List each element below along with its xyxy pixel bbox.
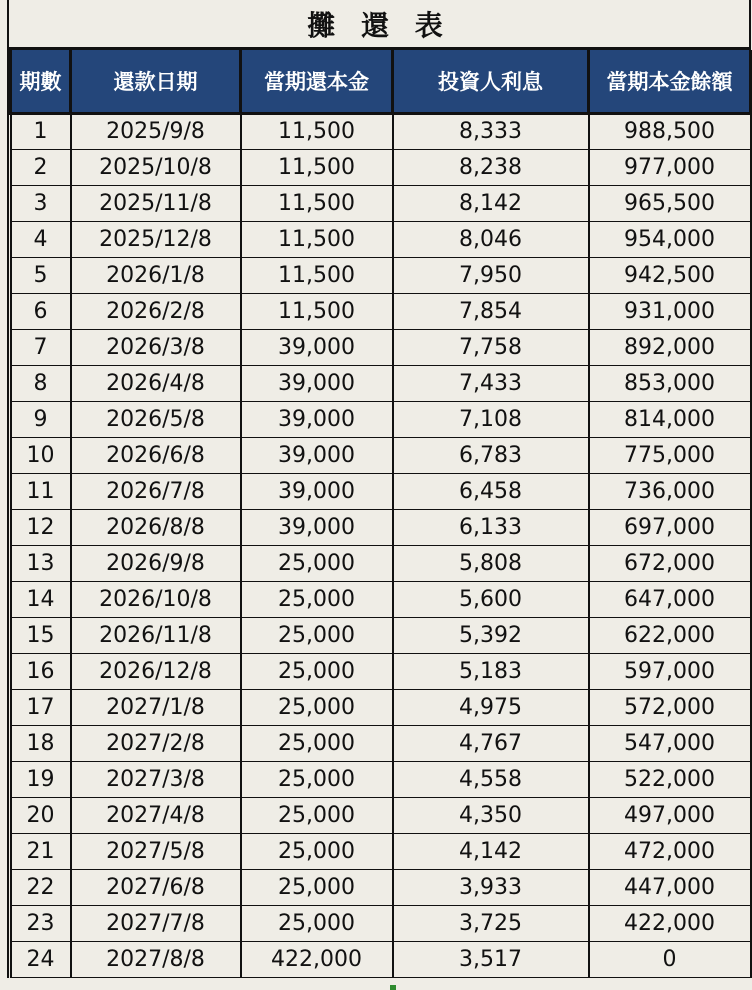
cell-repayment-date: 2027/4/8 bbox=[71, 797, 241, 833]
cell-repayment-date: 2026/2/8 bbox=[71, 293, 241, 329]
table-row bbox=[11, 185, 751, 221]
cell-principal-balance: 697,000 bbox=[589, 509, 751, 545]
cell-investor-interest: 3,933 bbox=[393, 869, 589, 905]
cell-principal-balance: 572,000 bbox=[589, 689, 751, 725]
cell-period: 24 bbox=[11, 941, 71, 977]
cell-repayment-date: 2026/6/8 bbox=[71, 437, 241, 473]
column-header-period: 期數 bbox=[11, 50, 71, 113]
cell-principal-repaid: 25,000 bbox=[241, 653, 393, 689]
cell-principal-balance: 965,500 bbox=[589, 185, 751, 221]
cell-principal-balance: 954,000 bbox=[589, 221, 751, 257]
next-row-edge bbox=[7, 982, 751, 990]
cell-principal-repaid: 11,500 bbox=[241, 221, 393, 257]
cell-period: 19 bbox=[11, 761, 71, 797]
cell-period: 4 bbox=[11, 221, 71, 257]
cell-investor-interest: 7,108 bbox=[393, 401, 589, 437]
cell-repayment-date: 2027/1/8 bbox=[71, 689, 241, 725]
cell-principal-repaid: 39,000 bbox=[241, 437, 393, 473]
table-row bbox=[11, 797, 751, 833]
cell-period: 1 bbox=[11, 113, 71, 149]
cell-investor-interest: 7,433 bbox=[393, 365, 589, 401]
cell-period: 3 bbox=[11, 185, 71, 221]
cell-period: 21 bbox=[11, 833, 71, 869]
cell-period: 15 bbox=[11, 617, 71, 653]
cell-repayment-date: 2026/10/8 bbox=[71, 581, 241, 617]
cell-period: 9 bbox=[11, 401, 71, 437]
cell-principal-repaid: 25,000 bbox=[241, 761, 393, 797]
table-row bbox=[11, 509, 751, 545]
cell-investor-interest: 6,458 bbox=[393, 473, 589, 509]
cell-repayment-date: 2027/5/8 bbox=[71, 833, 241, 869]
cell-principal-balance: 775,000 bbox=[589, 437, 751, 473]
cell-repayment-date: 2026/9/8 bbox=[71, 545, 241, 581]
cell-period: 16 bbox=[11, 653, 71, 689]
cell-period: 7 bbox=[11, 329, 71, 365]
cell-principal-repaid: 11,500 bbox=[241, 149, 393, 185]
table-row bbox=[11, 905, 751, 941]
cell-principal-balance: 547,000 bbox=[589, 725, 751, 761]
cell-repayment-date: 2026/12/8 bbox=[71, 653, 241, 689]
cell-principal-repaid: 11,500 bbox=[241, 185, 393, 221]
cell-investor-interest: 8,333 bbox=[393, 113, 589, 149]
cell-period: 18 bbox=[11, 725, 71, 761]
cell-principal-repaid: 25,000 bbox=[241, 725, 393, 761]
table-row bbox=[11, 581, 751, 617]
cell-principal-balance: 0 bbox=[589, 941, 751, 977]
cell-principal-repaid: 25,000 bbox=[241, 689, 393, 725]
cell-repayment-date: 2026/4/8 bbox=[71, 365, 241, 401]
cell-period: 10 bbox=[11, 437, 71, 473]
column-header-principal-repaid: 當期還本金 bbox=[241, 50, 393, 113]
cell-investor-interest: 7,758 bbox=[393, 329, 589, 365]
cell-principal-balance: 647,000 bbox=[589, 581, 751, 617]
table-row bbox=[11, 221, 751, 257]
cell-investor-interest: 8,238 bbox=[393, 149, 589, 185]
table-row bbox=[11, 293, 751, 329]
cell-period: 23 bbox=[11, 905, 71, 941]
cell-principal-repaid: 39,000 bbox=[241, 473, 393, 509]
cell-period: 6 bbox=[11, 293, 71, 329]
cell-repayment-date: 2025/12/8 bbox=[71, 221, 241, 257]
cell-period: 5 bbox=[11, 257, 71, 293]
table-row bbox=[11, 329, 751, 365]
table-row bbox=[11, 761, 751, 797]
cell-investor-interest: 8,046 bbox=[393, 221, 589, 257]
cell-period: 2 bbox=[11, 149, 71, 185]
cell-principal-balance: 942,500 bbox=[589, 257, 751, 293]
table-row bbox=[11, 833, 751, 869]
cell-principal-repaid: 422,000 bbox=[241, 941, 393, 977]
cell-principal-balance: 736,000 bbox=[589, 473, 751, 509]
cell-repayment-date: 2026/11/8 bbox=[71, 617, 241, 653]
cell-investor-interest: 5,808 bbox=[393, 545, 589, 581]
cell-repayment-date: 2027/7/8 bbox=[71, 905, 241, 941]
table-row bbox=[11, 941, 751, 977]
cell-period: 14 bbox=[11, 581, 71, 617]
cell-principal-balance: 931,000 bbox=[589, 293, 751, 329]
table-row bbox=[11, 689, 751, 725]
column-header-principal-balance: 當期本金餘額 bbox=[589, 50, 751, 113]
table-row bbox=[11, 869, 751, 905]
cell-investor-interest: 4,142 bbox=[393, 833, 589, 869]
cell-principal-balance: 597,000 bbox=[589, 653, 751, 689]
cell-investor-interest: 6,783 bbox=[393, 437, 589, 473]
table-row bbox=[11, 437, 751, 473]
cell-period: 20 bbox=[11, 797, 71, 833]
cell-principal-repaid: 25,000 bbox=[241, 905, 393, 941]
cell-principal-balance: 977,000 bbox=[589, 149, 751, 185]
cell-investor-interest: 4,350 bbox=[393, 797, 589, 833]
header-row bbox=[11, 50, 751, 113]
cell-period: 8 bbox=[11, 365, 71, 401]
cell-investor-interest: 8,142 bbox=[393, 185, 589, 221]
cell-principal-balance: 892,000 bbox=[589, 329, 751, 365]
cell-repayment-date: 2026/1/8 bbox=[71, 257, 241, 293]
cell-principal-repaid: 11,500 bbox=[241, 113, 393, 149]
column-header-repayment-date: 還款日期 bbox=[71, 50, 241, 113]
cell-principal-balance: 447,000 bbox=[589, 869, 751, 905]
cell-principal-repaid: 25,000 bbox=[241, 797, 393, 833]
cell-principal-balance: 814,000 bbox=[589, 401, 751, 437]
table-row bbox=[11, 617, 751, 653]
table-row bbox=[11, 149, 751, 185]
cell-repayment-date: 2027/8/8 bbox=[71, 941, 241, 977]
cell-investor-interest: 4,975 bbox=[393, 689, 589, 725]
column-header-investor-interest: 投資人利息 bbox=[393, 50, 589, 113]
cell-repayment-date: 2026/5/8 bbox=[71, 401, 241, 437]
cell-principal-balance: 497,000 bbox=[589, 797, 751, 833]
cell-repayment-date: 2025/9/8 bbox=[71, 113, 241, 149]
sheet-title: 攤 還 表 bbox=[9, 0, 749, 50]
cell-repayment-date: 2027/3/8 bbox=[71, 761, 241, 797]
cell-investor-interest: 4,767 bbox=[393, 725, 589, 761]
cell-repayment-date: 2027/6/8 bbox=[71, 869, 241, 905]
cell-investor-interest: 3,517 bbox=[393, 941, 589, 977]
cell-selection-marker bbox=[390, 985, 396, 990]
cell-repayment-date: 2026/3/8 bbox=[71, 329, 241, 365]
cell-principal-repaid: 25,000 bbox=[241, 545, 393, 581]
cell-period: 12 bbox=[11, 509, 71, 545]
cell-repayment-date: 2025/11/8 bbox=[71, 185, 241, 221]
cell-investor-interest: 5,183 bbox=[393, 653, 589, 689]
cell-principal-balance: 522,000 bbox=[589, 761, 751, 797]
cell-principal-balance: 672,000 bbox=[589, 545, 751, 581]
cell-principal-repaid: 39,000 bbox=[241, 365, 393, 401]
table-row bbox=[11, 365, 751, 401]
cell-investor-interest: 5,392 bbox=[393, 617, 589, 653]
table-row bbox=[11, 653, 751, 689]
table-row bbox=[11, 257, 751, 293]
cell-principal-repaid: 25,000 bbox=[241, 833, 393, 869]
cell-repayment-date: 2026/7/8 bbox=[71, 473, 241, 509]
cell-investor-interest: 5,600 bbox=[393, 581, 589, 617]
table-row bbox=[11, 113, 751, 149]
cell-principal-balance: 853,000 bbox=[589, 365, 751, 401]
cell-principal-balance: 472,000 bbox=[589, 833, 751, 869]
cell-principal-repaid: 11,500 bbox=[241, 293, 393, 329]
cell-principal-repaid: 39,000 bbox=[241, 509, 393, 545]
cell-principal-repaid: 25,000 bbox=[241, 869, 393, 905]
cell-principal-balance: 988,500 bbox=[589, 113, 751, 149]
cell-investor-interest: 7,950 bbox=[393, 257, 589, 293]
cell-investor-interest: 6,133 bbox=[393, 509, 589, 545]
cell-investor-interest: 7,854 bbox=[393, 293, 589, 329]
cell-period: 22 bbox=[11, 869, 71, 905]
cell-period: 17 bbox=[11, 689, 71, 725]
table-row bbox=[11, 473, 751, 509]
cell-principal-repaid: 25,000 bbox=[241, 581, 393, 617]
cell-principal-repaid: 39,000 bbox=[241, 401, 393, 437]
cell-repayment-date: 2026/8/8 bbox=[71, 509, 241, 545]
amortization-sheet bbox=[7, 0, 751, 978]
table-row bbox=[11, 401, 751, 437]
cell-repayment-date: 2027/2/8 bbox=[71, 725, 241, 761]
amortization-table bbox=[9, 50, 752, 978]
cell-repayment-date: 2025/10/8 bbox=[71, 149, 241, 185]
cell-principal-repaid: 25,000 bbox=[241, 617, 393, 653]
cell-principal-balance: 622,000 bbox=[589, 617, 751, 653]
table-row bbox=[11, 545, 751, 581]
cell-principal-balance: 422,000 bbox=[589, 905, 751, 941]
table-row bbox=[11, 725, 751, 761]
cell-investor-interest: 3,725 bbox=[393, 905, 589, 941]
table-body bbox=[11, 113, 751, 977]
cell-principal-repaid: 11,500 bbox=[241, 257, 393, 293]
cell-period: 13 bbox=[11, 545, 71, 581]
cell-investor-interest: 4,558 bbox=[393, 761, 589, 797]
cell-period: 11 bbox=[11, 473, 71, 509]
cell-principal-repaid: 39,000 bbox=[241, 329, 393, 365]
